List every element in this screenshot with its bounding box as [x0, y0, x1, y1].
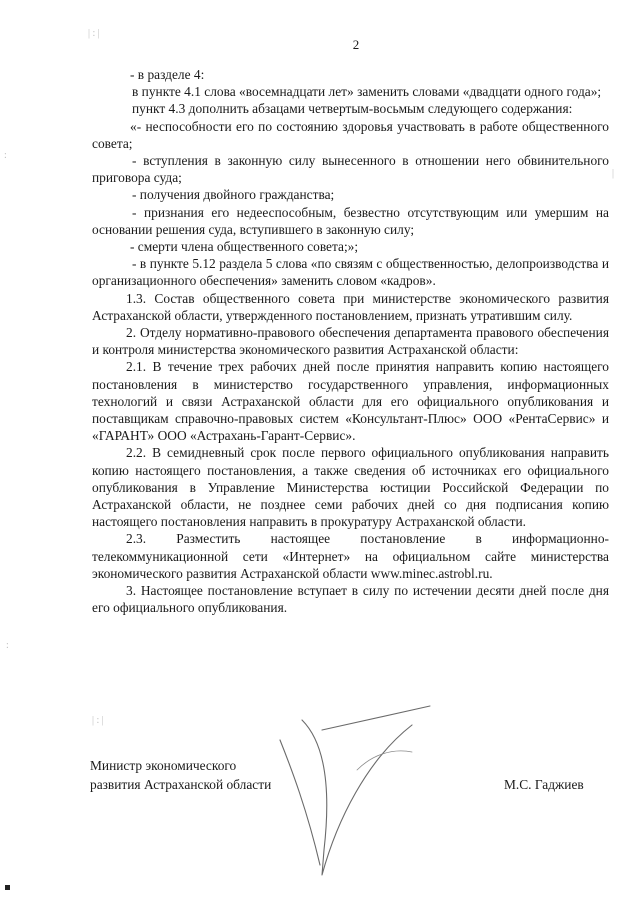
paragraph: - в разделе 4:: [130, 67, 205, 82]
paragraph: в пункте 4.1 слова «восемнадцати лет» заменить словами «двадцати одного года»;: [132, 84, 602, 100]
scan-artifact: :: [4, 150, 7, 161]
paragraph: - признания его недееспособным, безвестно отсутствующим или умершим на основании решения суда, вступившего в законную силу;: [92, 204, 609, 237]
scan-artifact: | : |: [92, 715, 104, 726]
signer-position: [90, 756, 271, 794]
paragraph: - в пункте 5.12 раздела 5 слова «по связям с общественностью, делопроизводства и организационного обеспечения» заменить словом «кадров».: [92, 256, 609, 289]
paragraph: 2.1. В течение трех рабочих дней после принятия направить копию настоящего постановления в министерство государственного управления, информационных технологий и связи Астраханской области для его официального опубликования и поставщикам справочно-правовых систем «Консультант-Плюс» ООО «РентаСервис» и «ГАРАНТ» ООО «Астрахань-Гарант-Сервис».: [92, 359, 609, 444]
scan-dot: [5, 885, 10, 890]
signer-position-line: Министр экономического: [90, 758, 237, 773]
page-number: 2: [352, 37, 360, 52]
paragraph: - смерти члена общественного совета;»;: [130, 239, 359, 255]
paragraph: «- неспособности его по состоянию здоровья участвовать в работе общественного совета;: [92, 118, 609, 151]
paragraph: - получения двойного гражданства;: [132, 187, 335, 203]
handwritten-signature: [262, 700, 442, 890]
paragraph: - вступления в законную силу вынесенного в отношении него обвинительного приговора суда;: [92, 153, 609, 186]
scan-artifact: :: [6, 640, 9, 651]
paragraph: пункт 4.3 дополнить абзацами четвертым-восьмым следующего содержания:: [132, 101, 573, 117]
paragraph: 2. Отделу нормативно-правового обеспечения департамента правового обеспечения и контроля министерства экономического развития Астраханской области:: [92, 325, 609, 358]
document-body: [92, 66, 609, 617]
scan-artifact: | : |: [88, 28, 100, 39]
paragraph: 1.3. Состав общественного совета при министерстве экономического развития Астраханской области, утвержденного постановлением, признать утратившим силу.: [92, 290, 609, 323]
paragraph: 3. Настоящее постановление вступает в силу по истечении десяти дней после дня его официального опубликования.: [92, 583, 609, 616]
scan-artifact: |: [612, 168, 615, 179]
paragraph: 2.2. В семидневный срок после первого официального опубликования направить копию настоящего постановления, а также сведения об источниках его официального опубликования в Управление Министерства юстиции Российской Федерации по Астраханской области, не позднее семи рабочих дней со дня подписания копию настоящего постановления направить в прокуратуру Астраханской области.: [92, 445, 609, 530]
signer-position-line: развития Астраханской области: [90, 777, 272, 792]
signer-name: М.С. Гаджиев: [504, 777, 584, 792]
paragraph: 2.3. Разместить настоящее постановление в информационно-телекоммуникационной сети «Интернет» на официальном сайте министерства экономического развития Астраханской области www.minec.astrobl.ru.: [92, 531, 609, 581]
